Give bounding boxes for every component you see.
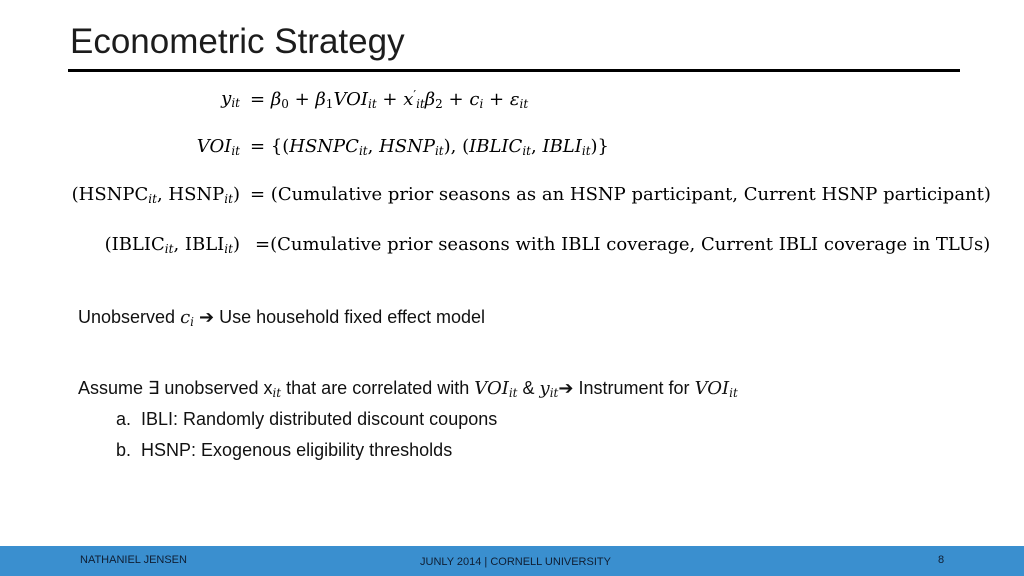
unobserved-label: Unobserved	[78, 307, 176, 327]
list-marker-b: b.	[116, 440, 132, 460]
eq3-lhs-a: (HSNPC	[71, 184, 149, 205]
eq3-lhs: ($HSNPC_{it}$, $HSNP_{it}$)	[71, 184, 240, 206]
eq2-lhs-var: VOI	[196, 136, 232, 157]
list-item	[116, 440, 452, 461]
assume-suffix: Instrument for	[578, 378, 690, 398]
eq2-rhs: = {($HSNPC_{it}$, $HSNP_{it}$), ($IBLIC_{it}$, $IBLI_{it}$)}	[250, 136, 610, 158]
eq3-lhs-b: , HSNP	[156, 184, 225, 205]
footer-center: JUNLY 2014 | CORNELL UNIVERSITY	[420, 556, 611, 568]
assume-mid: that are correlated with	[286, 378, 470, 398]
arrow-right-icon: ➔	[558, 378, 574, 399]
eq3-rhs: = (Cumulative prior seasons as an HSNP participant, Current HSNP participant)	[250, 184, 991, 205]
eq1-lhs-var: y	[221, 88, 232, 109]
arrow-right-icon: ➔	[199, 307, 215, 328]
title-underline	[68, 69, 960, 72]
slide-title: Econometric Strategy	[70, 22, 405, 61]
page-number: 8	[938, 554, 945, 566]
assume-line: Assume ∃ unobserved $x_{it}$ that are correlated with $VOI_{it}$ & $y_{it}➔$ Instrument for $VOI_{it}$	[78, 378, 738, 400]
list-item-a-text: IBLI: Randomly distributed discount coupons	[141, 409, 498, 429]
eq1-lhs	[70, 88, 240, 110]
eq2-lhs-sub: it	[231, 144, 240, 158]
assume-amp: &	[522, 378, 535, 398]
eq4-lhs: ($IBLIC_{it}$, $IBLI_{it}$)	[104, 234, 240, 256]
assume-prefix: Assume ∃ unobserved x	[78, 378, 273, 398]
eq1-lhs-sub: it	[231, 96, 240, 110]
list-item-b-text: HSNP: Exogenous eligibility thresholds	[141, 440, 453, 460]
unobserved-line: Unobserved $c_i$ ➔ Use household fixed effect model	[78, 307, 485, 329]
eq4-lhs-b: , IBLI	[173, 234, 225, 255]
list-item	[116, 409, 497, 430]
list-marker-a: a.	[116, 409, 132, 429]
eq4-rhs: =(Cumulative prior seasons with IBLI coverage, Current IBLI coverage in TLUs)	[255, 234, 991, 255]
eq4-lhs-a: (IBLIC	[104, 234, 165, 255]
eq2-lhs	[70, 136, 240, 158]
footer-bar	[0, 546, 1024, 576]
footer-author: NATHANIEL JENSEN	[80, 554, 187, 566]
eq1-rhs: = $\beta_0 + \beta_1VOI_{it} + x'_{it}\beta_2 + c_i + \varepsilon_{it}$	[250, 88, 529, 111]
unobserved-text: Use household fixed effect model	[219, 307, 485, 327]
